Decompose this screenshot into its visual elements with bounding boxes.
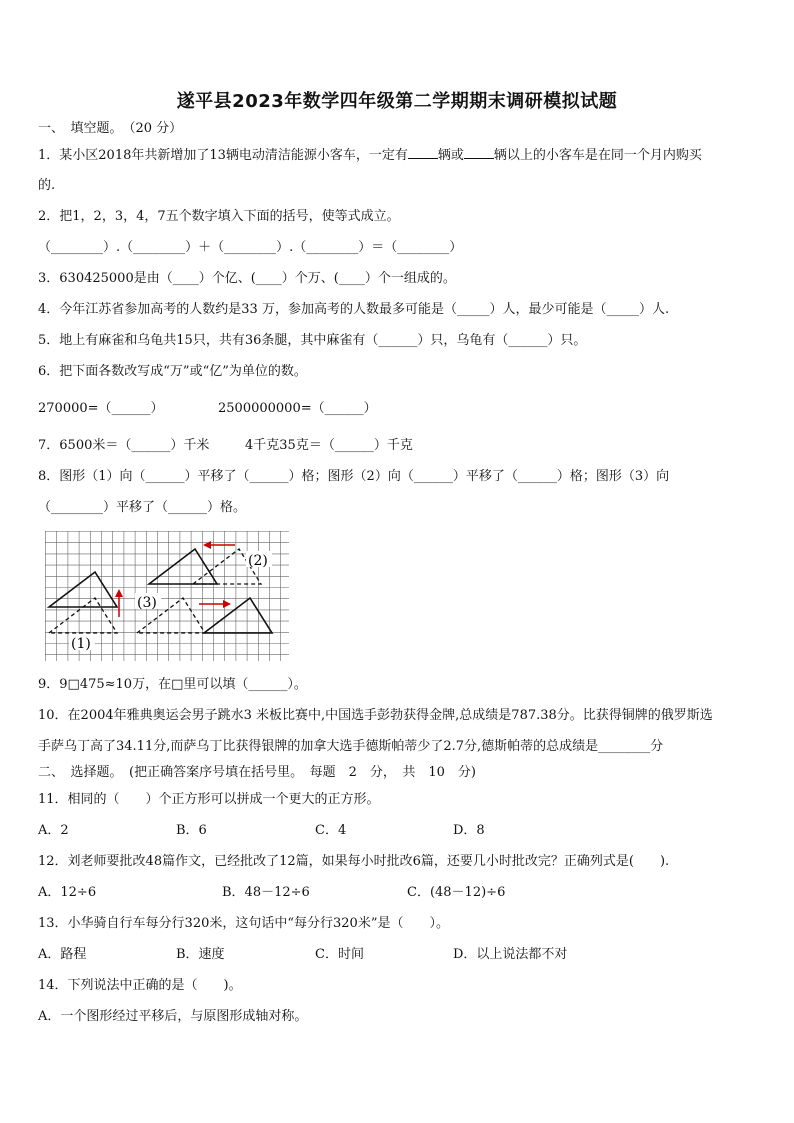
arrow-up-icon [115,589,123,617]
q1-text-a: 1．某小区2018年共新增加了13辆电动清洁能源小客车，一定有 [38,148,408,163]
question-3: 3．630425000是由（____）个亿、(____）个万、(____）个一组成的。 [38,271,456,286]
q1-text-c: 辆以上的小客车是在同一个月内购买 [493,148,702,163]
q11-option-b[interactable]: B．6 [176,823,207,838]
figure-label-3: (3) [137,595,157,611]
q13-option-a[interactable]: A．路程 [38,947,87,962]
q13-option-b[interactable]: B．速度 [176,947,225,962]
question-14: 14．下列说法中正确的是（ )。 [38,978,242,993]
q12-option-b[interactable]: B．48－12÷6 [222,885,310,900]
q11-option-a[interactable]: A．2 [38,823,69,838]
arrow-right-icon [199,600,231,608]
question-2: 2．把1，2，3，4，7五个数字填入下面的括号，使等式成立。 [38,209,400,224]
page-title: 遂平县2023年数学四年级第二学期期末调研模拟试题 [176,91,618,112]
question-9: 9．9□475≈10万，在□里可以填（______）。 [38,677,307,692]
question-13: 13．小华骑自行车每分行320米，这句话中“每分行320米”是（ ）。 [38,916,449,931]
figure-label-1: (1) [71,636,91,652]
question-10-line-2: 手萨乌丁高了34.11分,而萨乌丁比获得银牌的加拿大选手德斯帕蒂少了2.7分,德斯帕蒂的总成绩是________分 [38,739,664,754]
figure-1-dashed-triangle [49,598,117,633]
section-1-header: 一、 填空题。 （20 分） [38,121,183,136]
question-11: 11．相同的（ ）个正方形可以拼成一个更大的正方形。 [38,792,380,807]
question-5: 5．地上有麻雀和乌龟共15只，共有36条腿，其中麻雀有（______）只，乌龟有（______）只。 [38,333,587,348]
question-7-item-2: 4千克35克＝（______）千克 [245,438,413,453]
question-8-line-2: （________）平移了（______）格。 [38,500,247,515]
q12-option-c[interactable]: C．(48－12)÷6 [407,885,506,900]
figure-2-solid-triangle [149,549,217,584]
arrow-left-icon [203,541,235,549]
question-6-item-2: 2500000000=（______） [218,401,377,416]
question-6-item-1: 270000=（______） [38,401,164,416]
q14-option-a[interactable]: A．一个图形经过平移后，与原图形成轴对称。 [38,1009,308,1024]
question-2-equation: （________）.（________）＋（________）.（________）＝（________） [38,240,463,255]
figure-1-solid-triangle [49,572,117,607]
translation-grid-figure [45,531,289,661]
question-10-line-1: 10．在2004年雅典奥运会男子跳水3 米板比赛中,中国选手彭勃获得金牌,总成绩是787.38分。比获得铜牌的俄罗斯选 [38,708,713,723]
q13-option-c[interactable]: C．时间 [315,947,364,962]
q1-blank-2[interactable] [464,146,494,159]
figure-label-2: (2) [248,553,268,569]
question-7-item-1: 7．6500米＝（______）千米 [38,438,210,453]
q1-blank-1[interactable] [408,146,438,159]
question-4: 4．今年江苏省参加高考的人数约是33 万，参加高考的人数最多可能是（_____）人，最少可能是（_____）人. [38,302,670,317]
q1-text-b: 辆或 [437,148,464,163]
q11-option-c[interactable]: C．4 [315,823,347,838]
question-1-line-1 [38,146,702,165]
question-6: 6．把下面各数改写成“万”或“亿”为单位的数。 [38,364,307,379]
question-8-line-1: 8．图形（1）向（______）平移了（______）格；图形（2）向（______）平移了（______）格；图形（3）向 [38,469,670,484]
section-2-header: 二、 选择题。 (把正确答案序号填在括号里。 每题 2 分， 共 10 分) [38,765,476,780]
question-12: 12．刘老师要批改48篇作文，已经批改了12篇，如果每小时批改6篇，还要几小时批改完？正确列式是( ). [38,854,670,869]
question-1-line-2: 的. [38,178,56,193]
q12-option-a[interactable]: A．12÷6 [38,885,97,900]
q13-option-d[interactable]: D．以上说法都不对 [453,947,568,962]
q11-option-d[interactable]: D．8 [453,823,485,838]
